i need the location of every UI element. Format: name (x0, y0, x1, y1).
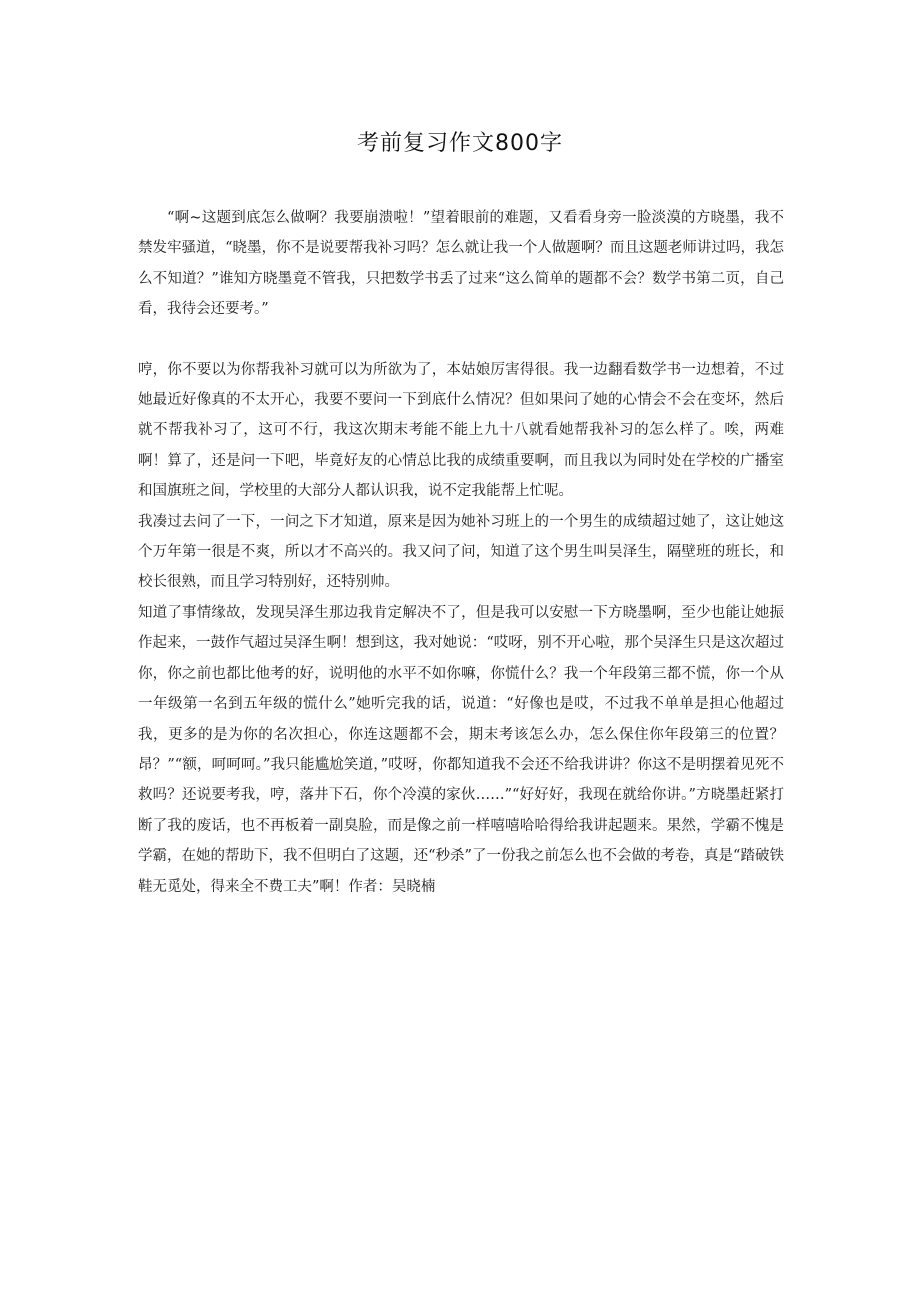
document-title: 考前复习作文800字 (357, 131, 563, 156)
paragraph-4: 知道了事情缘故，发现吴泽生那边我肯定解决不了，但是我可以安慰一下方晓墨啊，至少也能让她振作起来，一鼓作气超过吴泽生啊！想到这，我对她说：“哎呀，别不开心啦，那个吴泽生只是这次超过你，你之前也都比他考的好，说明他的水平不如你嘛，你慌什么？我一个年段第三都不慌，你一个从一年级第一名到五年级的慌什么”她听完我的话，说道：“好像也是哎，不过我不单单是担心他超过我，更多的是为你的名次担心，你连这题都不会，期末考该怎么办，怎么保住你年段第三的位置？昂？”“额，呵呵呵。”我只能尴尬笑道，”哎呀，你都知道我不会还不给我讲讲？你这不是明摆着见死不救吗？还说要考我，哼，落井下石，你个冷漠的家伙……”“好好好，我现在就给你讲。”方晓墨赶紧打断了我的废话，也不再板着一副臭脸，而是像之前一样嘻嘻哈哈得给我讲起题来。果然，学霸不愧是学霸，在她的帮助下，我不但明白了这题，还“秒杀”了一份我之前怎么也不会做的考卷，真是“踏破铁鞋无觅处，得来全不费工夫”啊！作者：吴晓楠 (138, 604, 784, 895)
document-body (138, 203, 784, 902)
paragraph-2: 哼，你不要以为你帮我补习就可以为所欲为了，本姑娘厉害得很。我一边翻看数学书一边想着，不过她最近好像真的不太开心，我要不要问一下到底什么情况？但如果问了她的心情会不会在变坏，然后就不帮我补习了，这可不行，我这次期末考能不能上九十八就看她帮我补习的怎么样了。唉，两难啊！算了，还是问一下吧，毕竟好友的心情总比我的成绩重要啊，而且我以为同时处在学校的广播室和国旗班之间，学校里的大部分人都认识我，说不定我能帮上忙呢。 (138, 361, 784, 500)
paragraph-3: 我凑过去问了一下，一问之下才知道，原来是因为她补习班上的一个男生的成绩超过她了，这让她这个万年第一很是不爽，所以才不高兴的。我又问了问，知道了这个男生叫吴泽生，隔壁班的班长，和校长很熟，而且学习特别好，还特别帅。 (138, 513, 784, 591)
paragraph-1: “啊~这题到底怎么做啊？我要崩溃啦！”望着眼前的难题，又看看身旁一脸淡漠的方晓墨，我不禁发牢骚道，“晓墨，你不是说要帮我补习吗？怎么就让我一个人做题啊？而且这题老师讲过吗，我怎么不知道？”谁知方晓墨竟不管我，只把数学书丢了过来“这么简单的题都不会？数学书第二页，自己看，我待会还要考。” (138, 210, 784, 318)
